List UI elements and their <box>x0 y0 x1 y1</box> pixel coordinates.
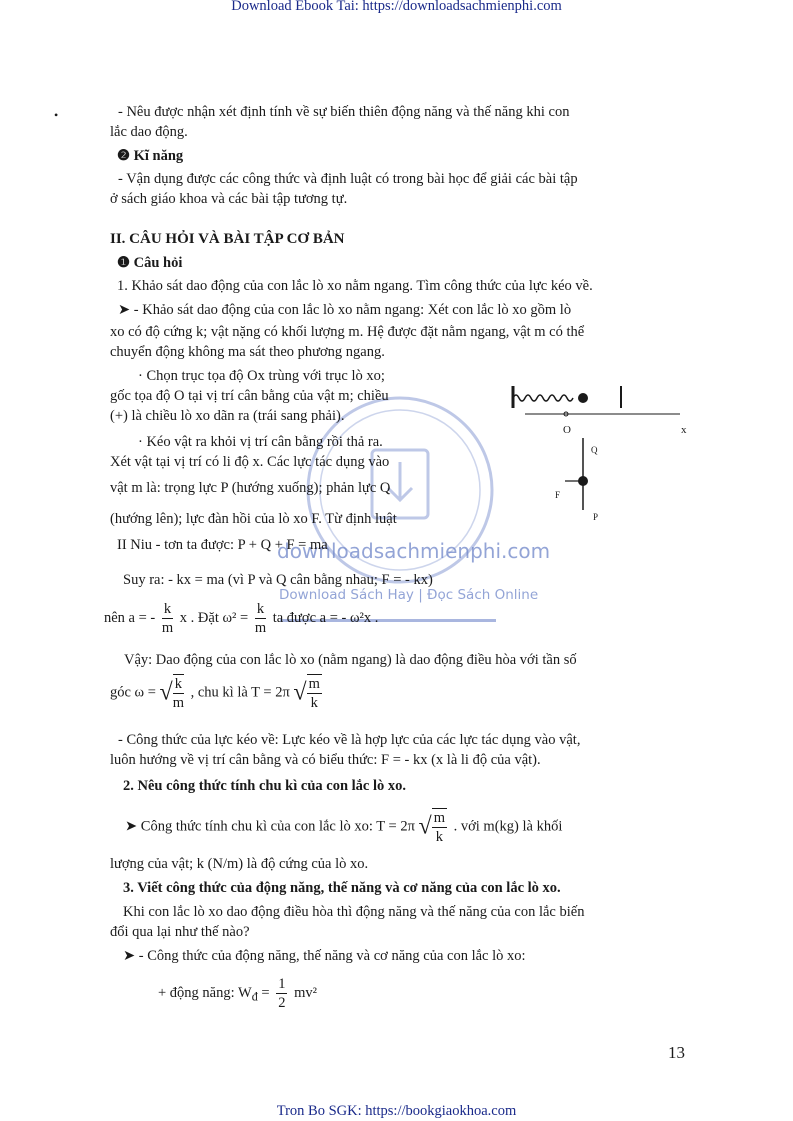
label-f: F <box>555 490 561 500</box>
text-line: · Chọn trục tọa độ Ox trùng với trục lò xo; <box>138 368 385 384</box>
text-line: - Vận dụng được các công thức và định luật có trong bài học để giải các bài tập <box>118 171 578 187</box>
subheading-skills: ❷ Kĩ năng <box>117 148 184 164</box>
text-line: ➤ - Công thức của động năng, thế năng và cơ năng của con lắc lò xo: <box>123 948 526 964</box>
denominator: k <box>435 829 443 845</box>
eq-text: góc ω = <box>110 684 156 701</box>
eq-text: ta được a = - ω²x . <box>272 609 379 626</box>
question-3: 3. Viết công thức của động năng, thế năng và cơ năng của con lắc lò xo. <box>123 880 561 896</box>
eq-sub: đ <box>251 989 258 1004</box>
eq-text: ➤ Công thức tính chu kì của con lắc lò xo: T = 2π <box>125 818 415 835</box>
fraction-k-m <box>255 600 266 637</box>
text-line: Vậy: Dao động của con lắc lò xo (nằm ngang) là dao động điều hòa với tần số <box>124 652 577 668</box>
text-line: · Kéo vật ra khỏi vị trí cân bằng rồi thả ra. <box>138 434 383 450</box>
text-line: - Công thức của lực kéo về: Lực kéo về là hợp lực của các lực tác dụng vào vật, <box>118 732 581 748</box>
numerator: k <box>173 675 184 694</box>
text-line: ➤ - Khảo sát dao động của con lắc lò xo nằm ngang: Xét con lắc lò xo gồm lò <box>118 302 572 318</box>
text-line: luôn hướng về vị trí cân bằng và có biểu thức: F = - kx (x là li độ của vật). <box>110 752 541 768</box>
denominator: m <box>254 620 267 636</box>
text-line: xo có độ cứng k; vật nặng có khối lượng m. Hệ được đặt nằm ngang, vật m có thể <box>110 324 585 340</box>
fraction-k-m <box>173 674 184 712</box>
numerator: m <box>433 810 445 826</box>
header-link[interactable]: Download Ebook Tai: https://downloadsachmienphi.com <box>231 0 562 14</box>
text-line: lắc dao động. <box>110 124 188 140</box>
equation-omega: góc ω = √ $\frac{k}{m}$ , chu kì là T = 2π √ $\frac{m}{k}$ <box>110 676 320 711</box>
equation-period: ➤ Công thức tính chu kì của con lắc lò xo: T = 2π √ $\frac{m}{k}$ . với m(kg) là khối <box>125 810 563 845</box>
equation-acceleration <box>104 600 378 637</box>
denominator: m <box>161 620 174 636</box>
eq-text: , chu kì là T = 2π <box>190 684 290 701</box>
denominator: m <box>172 695 184 711</box>
text-line: Xét vật tại vị trí có li độ x. Các lực tác dụng vào <box>110 454 390 470</box>
text-line: - Nêu được nhận xét định tính về sự biến thiên động năng và thế năng khi con <box>118 104 570 120</box>
text-line: vật m là: trọng lực P (hướng xuống); phản lực Q <box>110 480 391 496</box>
text-line: chuyển động không ma sát theo phương ngang. <box>110 344 385 360</box>
eq-text: x . Đặt ω² = <box>179 609 249 626</box>
numerator: k <box>255 600 266 619</box>
spring-diagram <box>505 378 695 528</box>
text-line: (+) là chiều lò xo dãn ra (trái sang phải). <box>110 408 345 424</box>
text-line: gốc tọa độ O tại vị trí cân bằng của vật m; chiều <box>110 388 389 404</box>
label-p: P <box>593 512 599 522</box>
text-line: đổi qua lại như thế nào? <box>110 924 250 940</box>
equation-kinetic-energy <box>158 975 317 1012</box>
eq-text: . với m(kg) là khối <box>453 818 563 835</box>
text-line: II Niu - tơn ta được: P + Q + F = ma <box>117 537 328 553</box>
label-q: Q <box>591 445 598 455</box>
fraction-k-m <box>162 600 173 637</box>
numerator: 1 <box>278 976 286 992</box>
section-heading: II. CÂU HỎI VÀ BÀI TẬP CƠ BẢN <box>110 231 345 247</box>
page-number: 13 <box>668 1043 685 1062</box>
eq-text: nên a = - <box>104 609 156 626</box>
numerator: k <box>162 600 173 619</box>
fraction-m-k <box>432 808 447 846</box>
text-line: Suy ra: - kx = ma (vì P và Q cân bằng nhau; F = - kx) <box>123 572 433 588</box>
eq-text: mv² <box>294 984 317 1001</box>
text-line: ở sách giáo khoa và các bài tập tương tự. <box>110 191 348 207</box>
margin-dot: • <box>54 108 59 122</box>
denominator: 2 <box>278 995 286 1011</box>
denominator: k <box>310 695 318 711</box>
eq-text: = <box>261 984 270 1001</box>
label-axis: x <box>681 424 687 436</box>
numerator: m <box>308 676 320 692</box>
eq-text: + động năng: W <box>158 984 252 1001</box>
question-1: 1. Khảo sát dao động của con lắc lò xo nằm ngang. Tìm công thức của lực kéo về. <box>117 278 593 294</box>
label-origin: O <box>563 424 571 436</box>
text-line: lượng của vật; k (N/m) là độ cứng của lò xo. <box>110 856 369 872</box>
text-line: Khi con lắc lò xo dao động điều hòa thì động năng và thế năng của con lắc biến <box>123 904 585 920</box>
watermark-tagline: Download Sách Hay | Đọc Sách Online <box>279 587 539 603</box>
question-2: 2. Nêu công thức tính chu kì của con lắc lò xo. <box>123 778 407 794</box>
fraction-half <box>276 975 287 1012</box>
footer-link[interactable]: Tron Bo SGK: https://bookgiaokhoa.com <box>276 1103 517 1119</box>
text-line: (hướng lên); lực đàn hồi của lò xo F. Từ định luật <box>110 511 397 527</box>
fraction-m-k <box>307 674 322 712</box>
subheading-questions: ❶ Câu hỏi <box>117 255 183 271</box>
watermark-site: downloadsachmienphi.com <box>277 539 551 563</box>
